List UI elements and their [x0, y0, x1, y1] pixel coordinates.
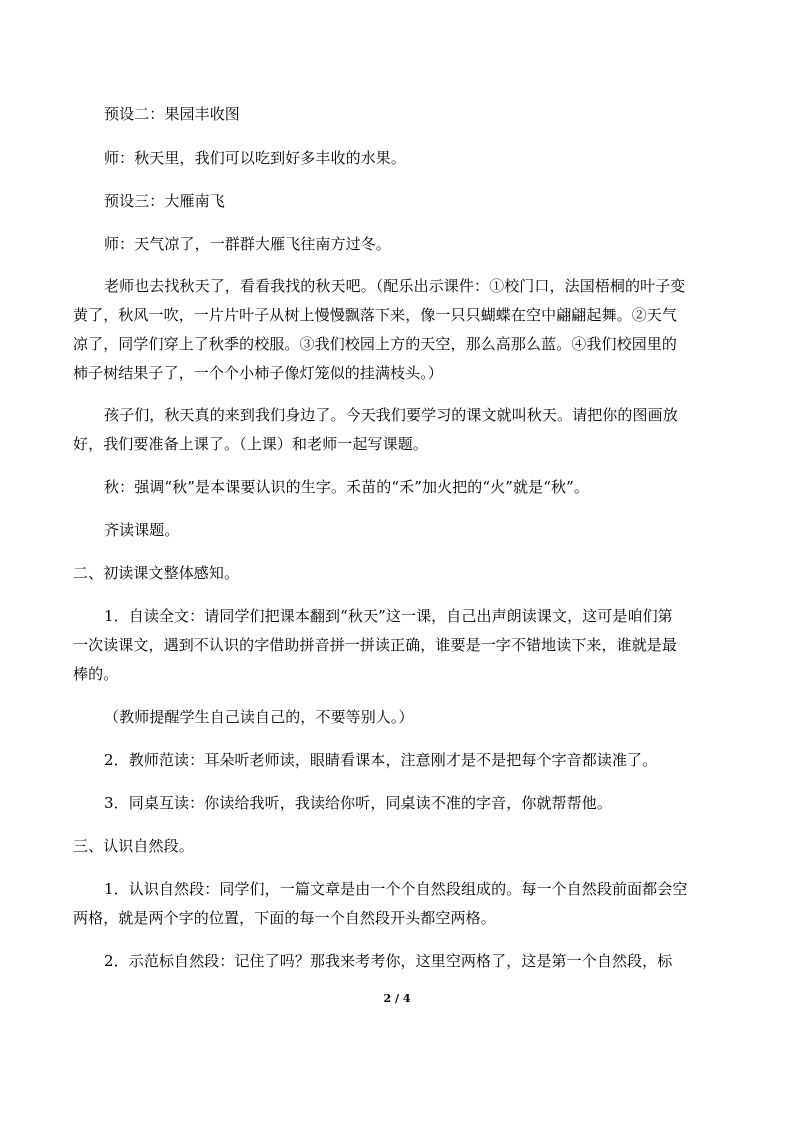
page-number: 2 / 4 [383, 992, 411, 1005]
text-line: 黄了，秋风一吹，一片片叶子从树上慢慢飘落下来，像一只只蝴蝶在空中翩翩起舞。②天气 [73, 306, 678, 324]
text-line: 柿子树结果子了，一个个小柿子像灯笼似的挂满枝头。） [73, 364, 444, 382]
text-line: （教师提醒学生自己读自己的，不要等别人。） [104, 708, 414, 726]
text-line: 师：秋天里，我们可以吃到好多丰收的水果。 [104, 149, 407, 167]
text-line: 1．自读全文：请同学们把课本翻到“秋天”这一课，自己出声朗读课文，这可是咱们第 [104, 607, 673, 625]
section-heading: 二、初读课文整体感知。 [73, 564, 240, 582]
section-heading: 三、认识自然段。 [73, 837, 194, 855]
text-line: 预设三：大雁南飞 [104, 192, 225, 210]
text-line: 师：天气凉了，一群群大雁飞往南方过冬。 [104, 235, 391, 253]
text-line: 两格，就是两个字的位置，下面的每一个自然段开头都空两格。 [73, 909, 496, 927]
text-line: 一次读课文，遇到不认识的字借助拼音拼一拼读正确，谁要是一字不错地读下来，谁就是最 [73, 636, 678, 654]
text-line: 3．同桌互读：你读给我听，我读给你听，同桌读不准的字音，你就帮帮他。 [104, 794, 612, 812]
text-line: 凉了，同学们穿上了秋季的校服。③我们校园上方的天空，那么高那么蓝。④我们校园里的 [73, 335, 678, 353]
text-line: 2．示范标自然段：记住了吗？那我来考考你，这里空两格了，这是第一个自然段，标 [104, 952, 673, 970]
text-line: 好，我们要准备上课了。（上课）和老师一起写课题。 [73, 435, 428, 453]
text-line: 1．认识自然段：同学们，一篇文章是由一个个自然段组成的。每一个自然段前面都会空 [104, 880, 688, 898]
text-line: 老师也去找秋天了，看看我找的秋天吧。（配乐出示课件：①校门口，法国梧桐的叶子变 [104, 277, 686, 295]
text-line: 秋：强调“秋”是本课要认识的生字。禾苗的“禾”加火把的“火”就是“秋”。 [104, 478, 589, 496]
text-line: 2．教师范读：耳朵听老师读，眼睛看课本，注意刚才是不是把每个字音都读准了。 [104, 751, 658, 769]
text-line: 棒的。 [73, 665, 119, 683]
text-line: 齐读课题。 [104, 521, 180, 539]
text-line: 孩子们，秋天真的来到我们身边了。今天我们要学习的课文就叫秋天。请把你的图画放 [104, 406, 678, 424]
text-line: 预设二：果园丰收图 [104, 105, 240, 123]
